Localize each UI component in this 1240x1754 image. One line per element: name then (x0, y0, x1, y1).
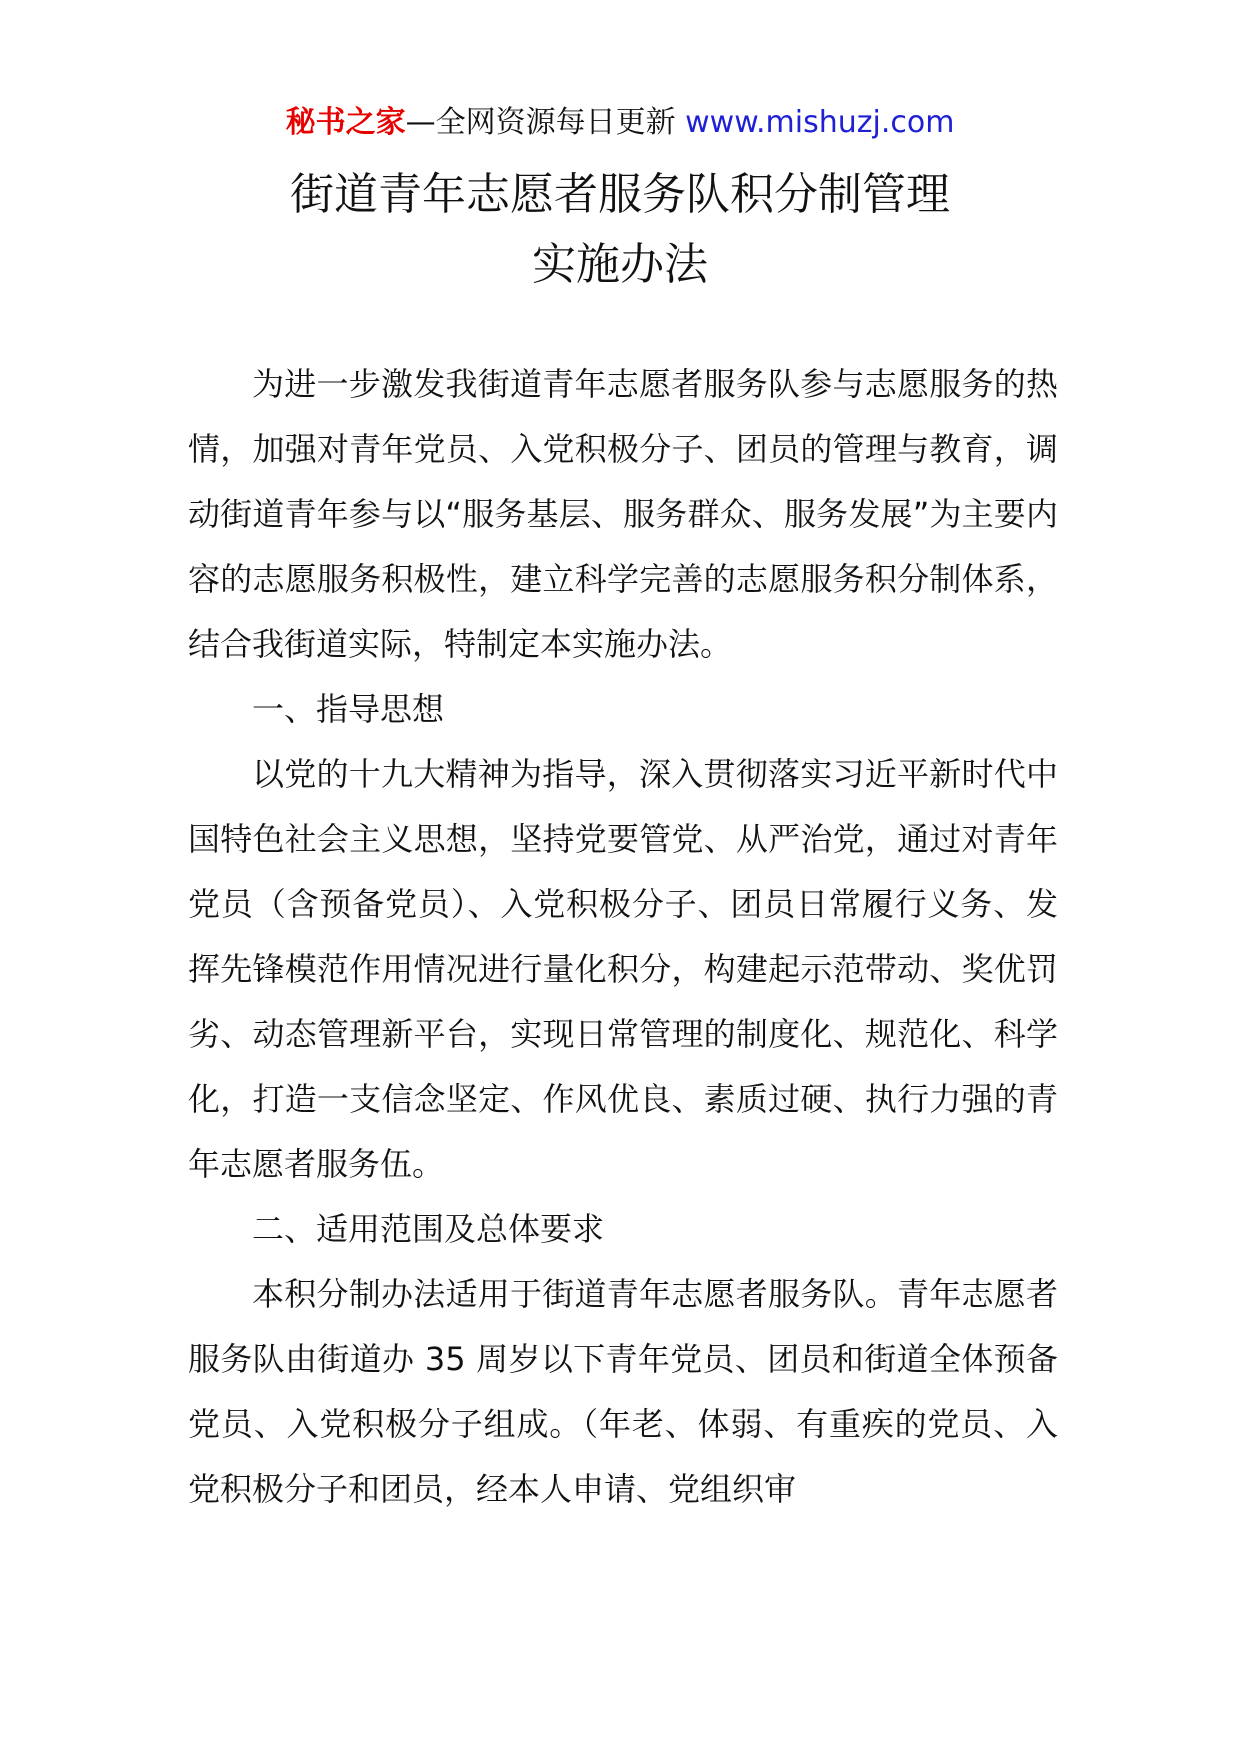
document-title (0, 160, 1240, 300)
site-brand: 秘书之家 (285, 105, 406, 140)
document-title-line-2: 实施办法 (532, 239, 708, 290)
intro-paragraph: 为进一步激发我街道青年志愿者服务队参与志愿服务的热情，加强对青年党员、入党积极分子、团员的管理与教育，调动街道青年参与以“服务基层、服务群众、服务发展”为主要内容的志愿服务积极性，建立科学完善的志愿服务积分制体系，结合我街道实际，特制定本实施办法。 (188, 365, 1058, 663)
scope-paragraph: 本积分制办法适用于街道青年志愿者服务队。青年志愿者服务队由街道办 35 周岁以下青年党员、团员和街道全体预备党员、入党积极分子组成。（年老、体弱、有重疾的党员、入党积极分子和团员，经本人申请、党组织审 (188, 1275, 1058, 1508)
document-body (188, 352, 1058, 1522)
guiding-ideology-paragraph: 以党的十九大精神为指导，深入贯彻落实习近平新时代中国特色社会主义思想，坚持党要管党、从严治党，通过对青年党员（含预备党员）、入党积极分子、团员日常履行义务、发挥先锋模范作用情况进行量化积分，构建起示范带动、奖优罚劣、动态管理新平台，实现日常管理的制度化、规范化、科学化，打造一支信念坚定、作风优良、素质过硬、执行力强的青年志愿者服务伍。 (188, 755, 1058, 1183)
site-url-link[interactable]: www.mishuzj.com (685, 105, 955, 140)
site-tagline: —全网资源每日更新 (405, 105, 676, 140)
document-title-line-1: 街道青年志愿者服务队积分制管理 (290, 169, 950, 220)
section-heading-guiding-ideology: 一、指导思想 (252, 690, 445, 728)
site-watermark-header (0, 103, 1240, 143)
section-heading-scope: 二、适用范围及总体要求 (252, 1210, 605, 1248)
